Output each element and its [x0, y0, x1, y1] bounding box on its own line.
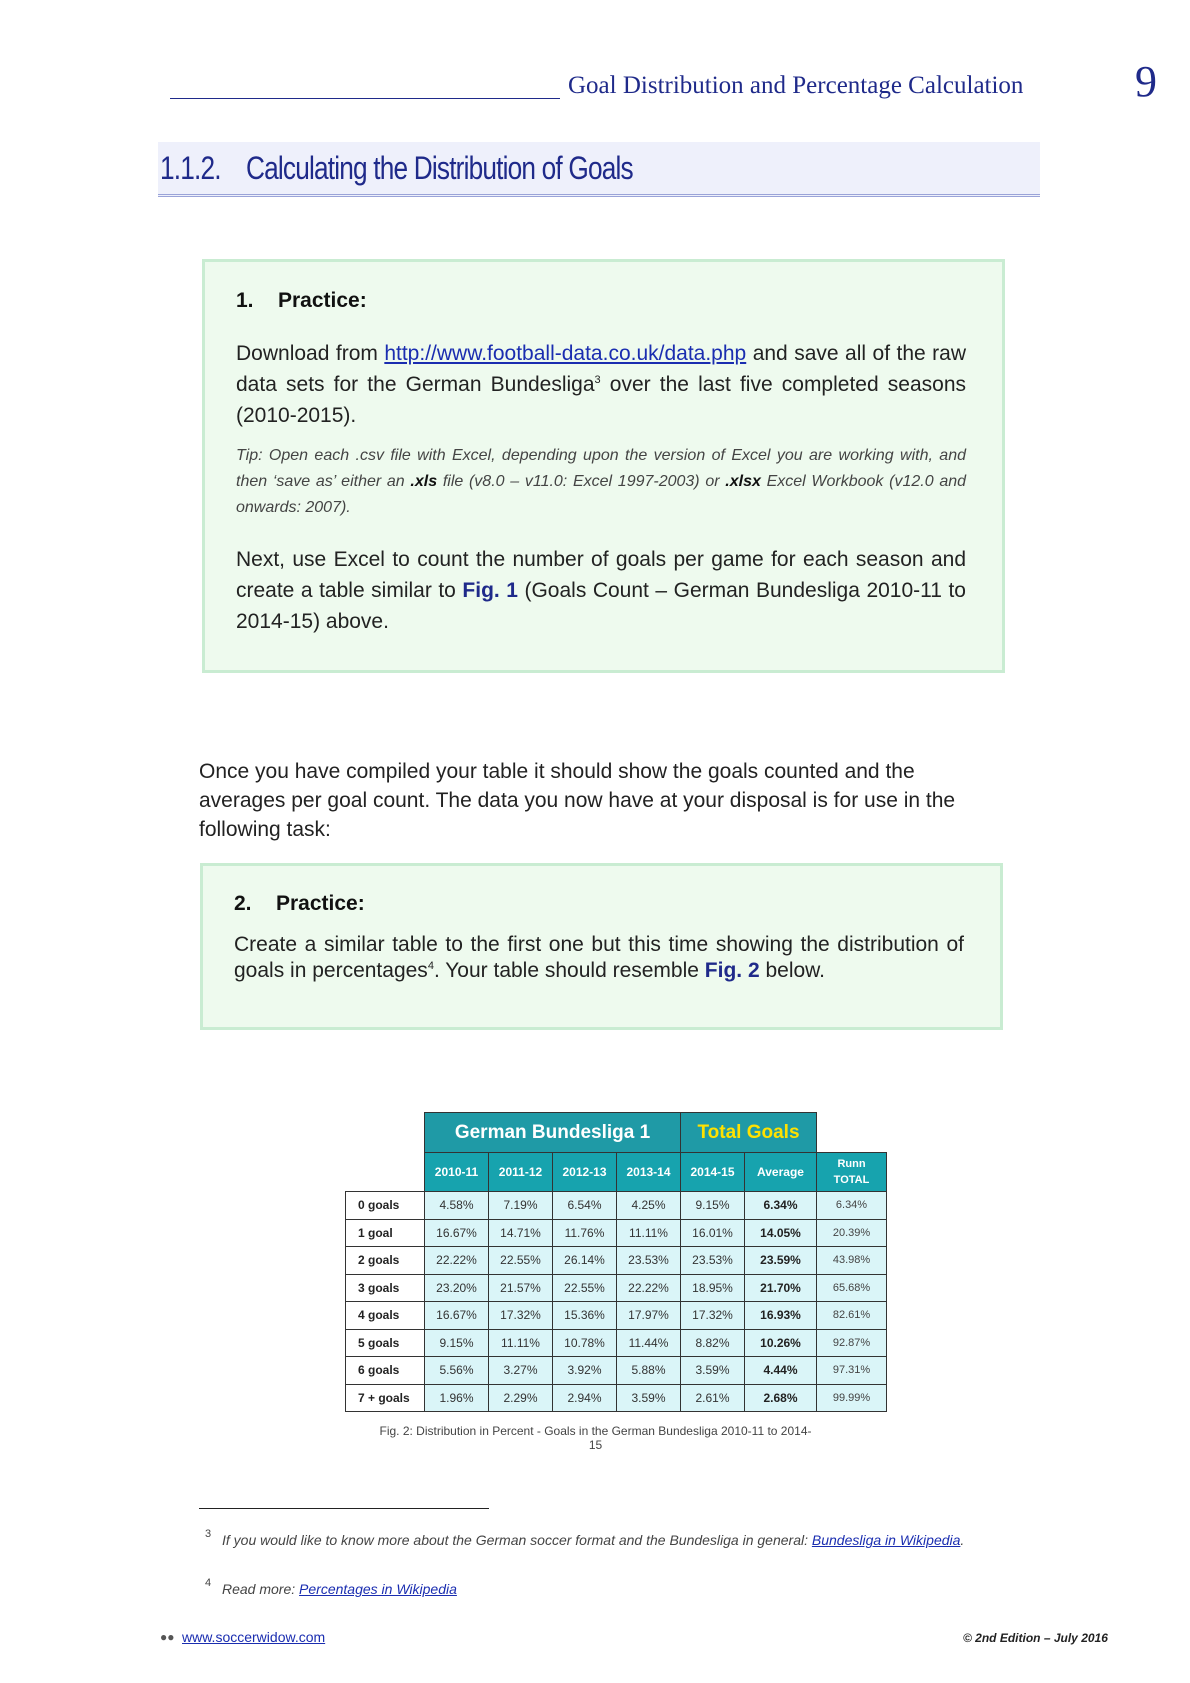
table-cell: 23.53%	[617, 1247, 681, 1275]
table-cell: 16.67%	[425, 1219, 489, 1247]
figure-caption: Fig. 2: Distribution in Percent - Goals in the German Bundesliga 2010-11 to 2014-15	[379, 1424, 812, 1452]
practice-1-paragraph-2: Next, use Excel to count the number of goals per game for each season and create a table similar to Fig. 1 (Goals Count – German Bundesliga 2010-11 to 2014-15) above.	[236, 548, 966, 633]
row-label: 7 + goals	[346, 1384, 425, 1412]
table-cell: 2.61%	[681, 1384, 745, 1412]
col-header-average: Average	[745, 1153, 817, 1192]
table-cell: 1.96%	[425, 1384, 489, 1412]
table-cell: 23.20%	[425, 1274, 489, 1302]
table-cell: 26.14%	[553, 1247, 617, 1275]
col-header: 2010-11	[425, 1153, 489, 1192]
footer-website-link[interactable]: www.soccerwidow.com	[182, 1629, 326, 1645]
table-cell: 11.11%	[617, 1219, 681, 1247]
page-number: 9	[1135, 57, 1157, 106]
footnote-ref-4: 4	[427, 960, 434, 972]
section-number: 1.1.2.	[160, 150, 221, 186]
football-data-link[interactable]: http://www.football-data.co.uk/data.php	[384, 342, 747, 365]
table-row	[346, 1274, 887, 1302]
col-header: 2014-15	[681, 1153, 745, 1192]
row-label: 1 goal	[346, 1219, 425, 1247]
row-label: 2 goals	[346, 1247, 425, 1275]
footnote-4: 4 Read more: Percentages in Wikipedia	[205, 1577, 457, 1597]
practice-2-heading: 2. Practice:	[234, 892, 365, 915]
average-cell: 6.34%	[745, 1192, 817, 1220]
body-paragraph: Once you have compiled your table it should show the goals counted and the averages per goal count. The data you now have at your disposal is for use in the following task:	[199, 760, 956, 841]
table-cell: 5.88%	[617, 1357, 681, 1385]
table-cell: 21.57%	[489, 1274, 553, 1302]
table-cell: 4.25%	[617, 1192, 681, 1220]
table-cell: 10.78%	[553, 1329, 617, 1357]
table-cell: 4.58%	[425, 1192, 489, 1220]
bundesliga-wikipedia-link[interactable]: Bundesliga in Wikipedia	[811, 1532, 961, 1548]
col-header: 2013-14	[617, 1153, 681, 1192]
col-header: 2011-12	[489, 1153, 553, 1192]
table-cell: 22.55%	[553, 1274, 617, 1302]
running-total-cell: 92.87%	[817, 1329, 887, 1357]
percentages-wikipedia-link[interactable]: Percentages in Wikipedia	[299, 1581, 457, 1597]
table-header-row	[346, 1153, 887, 1192]
running-header-title: Goal Distribution and Percentage Calculation	[568, 72, 1024, 99]
running-total-cell: 97.31%	[817, 1357, 887, 1385]
running-total-cell: 43.98%	[817, 1247, 887, 1275]
table-body	[346, 1192, 887, 1412]
table-cell: 3.92%	[553, 1357, 617, 1385]
practice-1-paragraph-1: Download from http://www.football-data.co.uk/data.php and save all of the raw data sets for the German Bundesliga$^3$ over the last five completed seasons (2010-2015).	[236, 342, 967, 427]
table-cell: 3.27%	[489, 1357, 553, 1385]
table-cell: 16.67%	[425, 1302, 489, 1330]
table-cell: 8.82%	[681, 1329, 745, 1357]
row-label: 5 goals	[346, 1329, 425, 1357]
practice-1-tip: Tip: Open each .csv file with Excel, depending upon the version of Excel you are working with, and then ‘save as’ either an .xls file (v8.0 – v11.0: Excel 1997-2003) or .xlsx Excel Workbook (v12.0 and onwards: 2007).	[236, 447, 967, 516]
table-cell: 2.94%	[553, 1384, 617, 1412]
running-total-cell: 65.68%	[817, 1274, 887, 1302]
table-cell: 22.22%	[425, 1247, 489, 1275]
table-cell: 7.19%	[489, 1192, 553, 1220]
row-label: 4 goals	[346, 1302, 425, 1330]
footnote-rule	[199, 1508, 489, 1509]
table-cell: 6.54%	[553, 1192, 617, 1220]
average-cell: 14.05%	[745, 1219, 817, 1247]
row-label: 6 goals	[346, 1357, 425, 1385]
table-cell: 17.32%	[489, 1302, 553, 1330]
table-cell: 2.29%	[489, 1384, 553, 1412]
footnote-3: 3 If you would like to know more about the German soccer format and the Bundesliga in general: Bundesliga in Wikipedia.	[205, 1528, 965, 1548]
section-title: Calculating the Distribution of Goals	[246, 150, 633, 186]
table-cell: 22.55%	[489, 1247, 553, 1275]
footer-edition: © 2nd Edition – July 2016	[963, 1631, 1108, 1645]
table-row	[346, 1357, 887, 1385]
table-row	[346, 1302, 887, 1330]
table-banner-title: German Bundesliga 1	[425, 1113, 681, 1153]
table-cell: 11.44%	[617, 1329, 681, 1357]
running-total-cell: 6.34%	[817, 1192, 887, 1220]
practice-box-2	[200, 863, 1003, 1030]
table-cell: 11.11%	[489, 1329, 553, 1357]
average-cell: 23.59%	[745, 1247, 817, 1275]
soccerwidow-logo-icon: ●●	[160, 1630, 175, 1644]
practice-1-heading: 1. Practice:	[236, 289, 367, 312]
table-row	[346, 1329, 887, 1357]
row-label: 3 goals	[346, 1274, 425, 1302]
running-total-cell: 82.61%	[817, 1302, 887, 1330]
table-cell: 11.76%	[553, 1219, 617, 1247]
table-cell: 3.59%	[681, 1357, 745, 1385]
practice-2-paragraph: Create a similar table to the first one but this time showing the distribution of goals in percentages$^4$. Your table should resemble Fig. 2 below.	[234, 933, 964, 982]
table-cell: 17.32%	[681, 1302, 745, 1330]
table-cell: 23.53%	[681, 1247, 745, 1275]
table-row	[346, 1192, 887, 1220]
average-cell: 10.26%	[745, 1329, 817, 1357]
row-label: 0 goals	[346, 1192, 425, 1220]
table-cell: 9.15%	[425, 1329, 489, 1357]
table-cell: 5.56%	[425, 1357, 489, 1385]
header-rule	[170, 98, 560, 99]
table-cell: 3.59%	[617, 1384, 681, 1412]
table-cell: 14.71%	[489, 1219, 553, 1247]
average-cell: 21.70%	[745, 1274, 817, 1302]
average-cell: 4.44%	[745, 1357, 817, 1385]
col-header-running-total: Runn TOTAL	[817, 1153, 887, 1192]
table-row	[346, 1219, 887, 1247]
table-row	[346, 1247, 887, 1275]
col-header: 2012-13	[553, 1153, 617, 1192]
footnote-ref-3: 3	[594, 374, 601, 386]
table-cell: 16.01%	[681, 1219, 745, 1247]
practice-box-1	[202, 259, 1005, 673]
table-cell: 18.95%	[681, 1274, 745, 1302]
running-total-cell: 99.99%	[817, 1384, 887, 1412]
table-cell: 17.97%	[617, 1302, 681, 1330]
goal-distribution-table	[345, 1112, 887, 1412]
table-banner-total: Total Goals	[681, 1113, 817, 1153]
average-cell: 2.68%	[745, 1384, 817, 1412]
table-cell: 9.15%	[681, 1192, 745, 1220]
table-cell: 22.22%	[617, 1274, 681, 1302]
running-total-cell: 20.39%	[817, 1219, 887, 1247]
average-cell: 16.93%	[745, 1302, 817, 1330]
table-row	[346, 1384, 887, 1412]
table-cell: 15.36%	[553, 1302, 617, 1330]
